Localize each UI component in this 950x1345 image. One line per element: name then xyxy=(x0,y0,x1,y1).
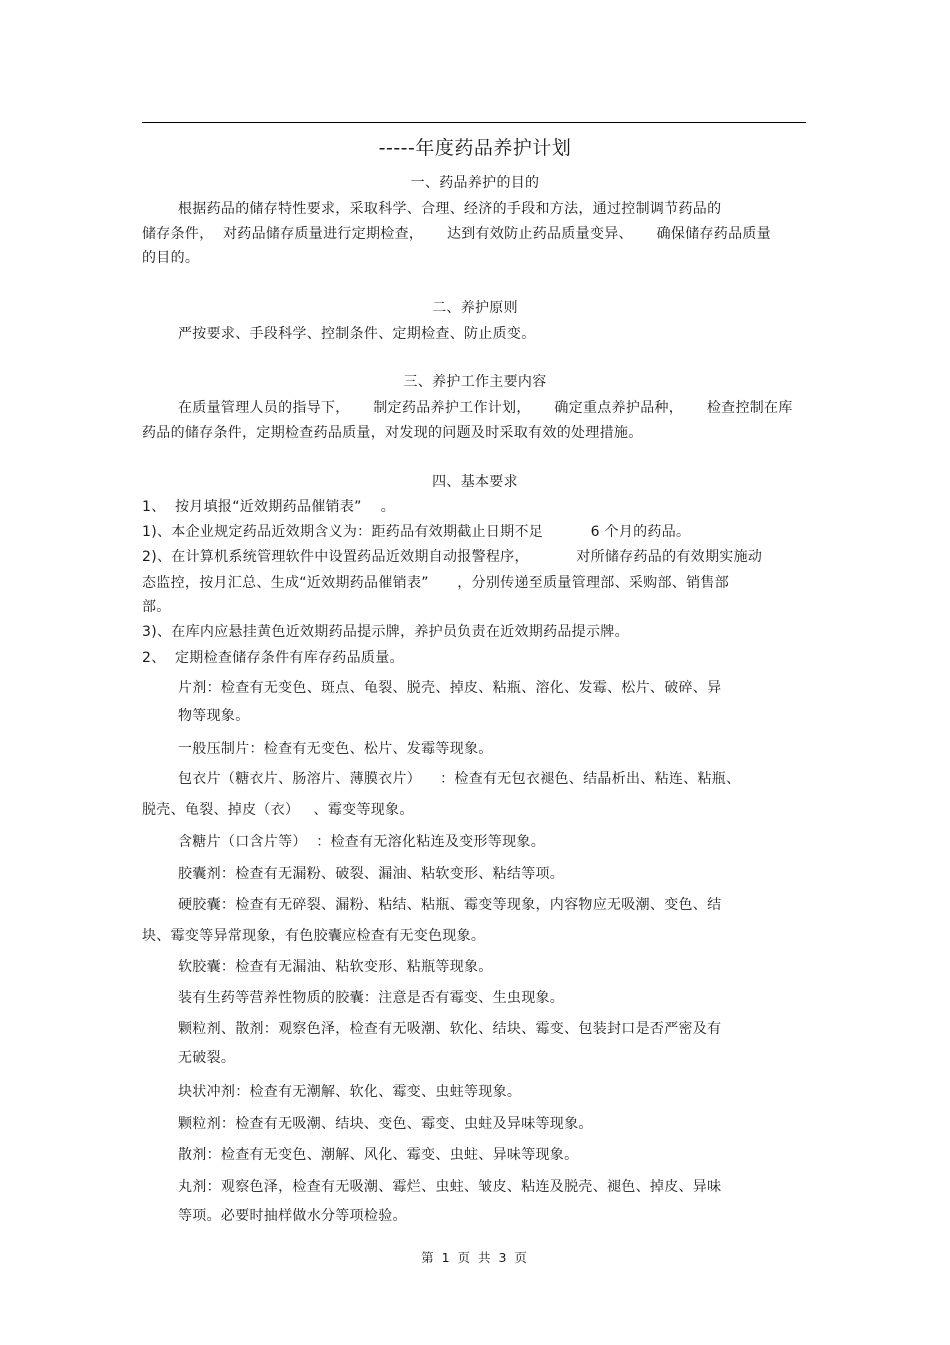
dosage-item-pill: 丸剂：观察色泽，检查有无吸潮、霉烂、虫蛀、皱皮、粘连及脱壳、褪色、掉皮、异味 xyxy=(178,1179,722,1195)
dosage-item-soft-capsule: 软胶囊：检查有无漏油、粘软变形、粘瓶等现象。 xyxy=(178,959,493,975)
dosage-item-hard-capsule: 硬胶囊：检查有无碎裂、漏粉、粘结、粘瓶、霉变等现象，内容物应无吸潮、变色、结 xyxy=(178,897,722,913)
list-item: 部。 xyxy=(142,599,171,615)
dosage-item-tablet-cont: 物等现象。 xyxy=(178,708,250,724)
dosage-item-herbal-capsule: 装有生药等营养性物质的胶囊：注意是否有霉变、生虫现象。 xyxy=(178,990,565,1006)
paragraph-line: 在质量管理人员的指导下， 制定药品养护工作计划， 确定重点养护品种， 检查控制在库 xyxy=(178,400,793,416)
dosage-item-compressed: 一般压制片：检查有无变色、松片、发霉等现象。 xyxy=(178,741,493,757)
section-heading-principles: 二、养护原则 xyxy=(432,300,518,316)
list-item: 2、 定期检查储存条件有库存药品质量。 xyxy=(142,650,404,666)
section-heading-requirements: 四、基本要求 xyxy=(432,474,518,490)
list-item: 1、 按月填报“近效期药品催销表” 。 xyxy=(142,499,396,515)
list-item: 3)、在库内应悬挂黄色近效期药品提示牌，养护员负责在近效期药品提示牌。 xyxy=(142,624,629,640)
dosage-item-tablet: 片剂：检查有无变色、斑点、龟裂、脱壳、掉皮、粘瓶、溶化、发霉、松片、破碎、异 xyxy=(178,680,722,696)
paragraph-line: 根据药品的储存特性要求，采取科学、合理、经济的手段和方法，通过控制调节药品的 xyxy=(178,201,722,217)
dosage-item-sugar: 含糖片（口含片等） ：检查有无溶化粘连及变形等现象。 xyxy=(178,834,545,850)
dosage-item-granule-powder: 颗粒剂、散剂：观察色泽，检查有无吸潮、软化、结块、霉变、包装封口是否严密及有 xyxy=(178,1021,722,1037)
header-rule xyxy=(142,122,806,123)
paragraph-line: 储存条件， 对药品储存质量进行定期检查， 达到有效防止药品质量变异、 确保储存药品质量 xyxy=(142,226,771,242)
list-item: 态监控，按月汇总、生成“近效期药品催销表” ，分别传递至质量管理部、采购部、销售部 xyxy=(142,575,730,591)
dosage-item-powder: 散剂：检查有无变色、潮解、风化、霉变、虫蛀、异味等现象。 xyxy=(178,1147,579,1163)
dosage-item-coated-cont: 脱壳、龟裂、掉皮（衣） 、霉变等现象。 xyxy=(142,802,414,818)
paragraph-line: 的目的。 xyxy=(142,250,200,266)
document-title: -----年度药品养护计划 xyxy=(378,137,572,159)
list-item: 1)、本企业规定药品近效期含义为：距药品有效期截止日期不足 6 个月的药品。 xyxy=(142,524,691,540)
section-heading-content: 三、养护工作主要内容 xyxy=(403,374,547,390)
dosage-item-granule-powder-cont: 无破裂。 xyxy=(178,1050,236,1066)
dosage-item-block: 块状冲剂：检查有无潮解、软化、霉变、虫蛀等现象。 xyxy=(178,1084,522,1100)
list-item: 2)、在计算机系统管理软件中设置药品近效期自动报警程序， 对所储存药品的有效期实施动 xyxy=(142,549,763,565)
page-footer: 第 1 页 共 3 页 xyxy=(421,1250,529,1265)
dosage-item-granule: 颗粒剂：检查有无吸潮、结块、变色、霉变、虫蛀及异味等现象。 xyxy=(178,1116,593,1132)
paragraph-line: 药品的储存条件，定期检查药品质量，对发现的问题及时采取有效的处理措施。 xyxy=(142,425,643,441)
dosage-item-hard-capsule-cont: 块、霉变等异常现象，有色胶囊应检查有无变色现象。 xyxy=(142,928,486,944)
section-heading-purpose: 一、药品养护的目的 xyxy=(410,175,540,191)
dosage-item-coated: 包衣片（糖衣片、肠溶片、薄膜衣片） ：检查有无包衣褪色、结晶析出、粘连、粘瓶、 xyxy=(178,771,741,787)
paragraph-line: 严按要求、手段科学、控制条件、定期检查、防止质变。 xyxy=(178,326,536,342)
dosage-item-pill-cont: 等项。必要时抽样做水分等项检验。 xyxy=(178,1208,407,1224)
dosage-item-capsule: 胶囊剂：检查有无漏粉、破裂、漏油、粘软变形、粘结等项。 xyxy=(178,866,565,882)
